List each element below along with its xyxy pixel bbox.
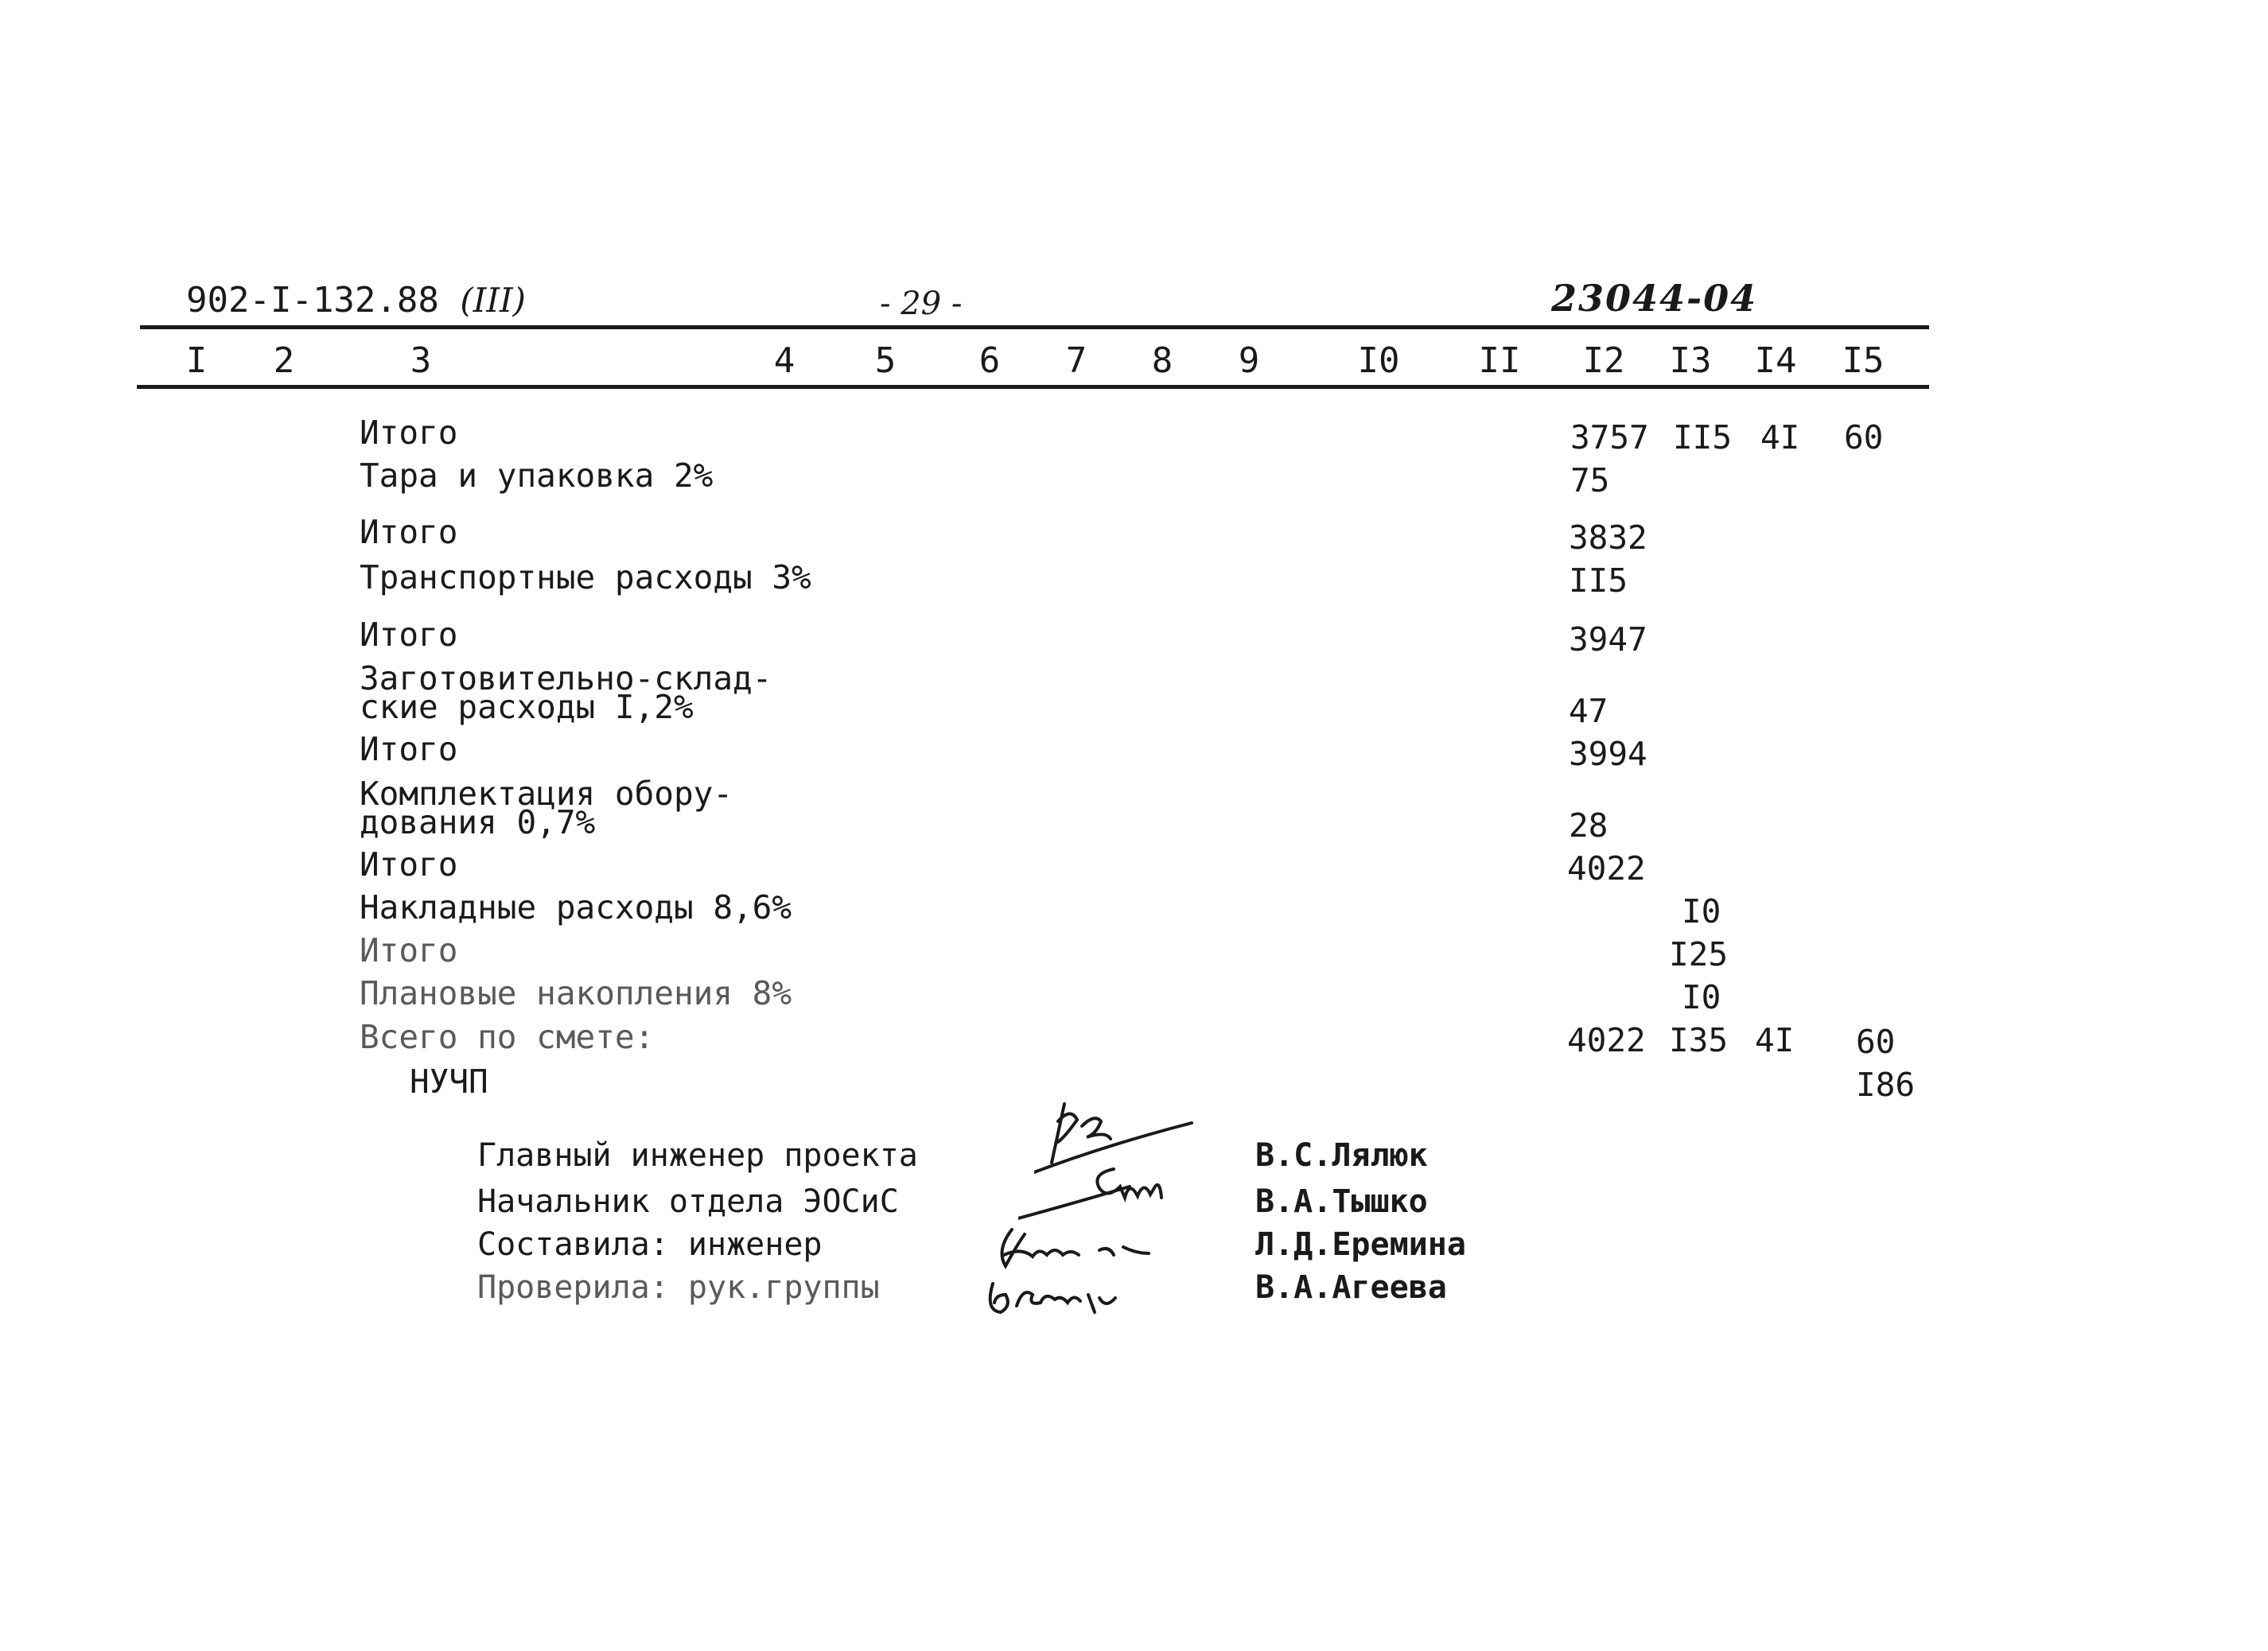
row-label: НУЧП [410,1062,488,1101]
cell-col-12: 47 [1569,692,1609,730]
signatory-title: Начальник отдела ЭОСиС [477,1183,899,1220]
cell-col-12: 4022 [1567,849,1646,888]
column-number: I0 [1357,340,1400,381]
signature-2-icon [1018,1163,1177,1226]
cell-col-13: II5 [1673,418,1733,456]
row-label-continuation: дования 0,7% [360,803,596,841]
row-label: Итого [360,414,458,452]
cell-col-12: 28 [1569,806,1609,845]
document-code [186,280,526,320]
cell-col-13: I25 [1669,935,1729,973]
row-label: Заготовительно-склад- [360,659,772,697]
column-number: I5 [1842,340,1885,381]
column-number: I4 [1754,340,1797,381]
cell-col-15: I86 [1856,1066,1916,1104]
column-number: 9 [1238,340,1260,381]
cell-col-13: I0 [1682,978,1721,1016]
row-label: Итого [360,616,458,654]
row-label: Транспортные расходы 3% [360,558,811,596]
cell-col-12: 4022 [1567,1021,1646,1059]
row-label: Итого [360,730,458,768]
signatory-name: В.А.Агеева [1255,1269,1447,1306]
column-number: 5 [874,340,897,381]
cell-col-14: 4I [1755,1021,1795,1059]
signatory-title: Составила: инженер [477,1226,823,1263]
cell-col-13: I35 [1669,1021,1729,1059]
signatory-title: Проверила: рук.группы [477,1269,880,1306]
column-number: 3 [410,340,432,381]
row-label-continuation: ские расходы I,2% [360,688,694,726]
row-label: Плановые накопления 8% [360,974,792,1012]
cell-col-15: 60 [1844,418,1884,456]
page-number: - 29 - [880,286,963,322]
column-number: I [185,340,208,381]
column-number: II [1478,340,1521,381]
document-code-number: 902-I-132.88 [186,280,439,320]
column-number: I3 [1669,340,1712,381]
cell-col-13: I0 [1682,892,1721,930]
column-number: 8 [1151,340,1173,381]
cell-col-15: 60 [1856,1023,1896,1061]
cell-col-14: 4I [1760,418,1800,456]
cell-col-12: 3757 [1570,418,1649,456]
signature-4-icon [969,1263,1152,1327]
column-number: 7 [1065,340,1087,381]
row-label: Итого [360,845,458,884]
column-number: 4 [773,340,796,381]
column-number: I2 [1582,340,1625,381]
table-top-rule [140,325,1929,329]
row-label: Комплектация обору- [360,775,733,813]
signatory-name: В.С.Лялюк [1255,1137,1428,1174]
cell-col-12: II5 [1569,561,1628,600]
signatory-name: Л.Д.Еремина [1255,1226,1466,1263]
cell-col-12: 75 [1570,461,1610,499]
signatory-name: В.А.Тышко [1255,1183,1428,1220]
column-number: 2 [273,340,295,381]
row-label: Всего по смете: [360,1018,655,1056]
cell-col-12: 3832 [1569,519,1648,557]
row-label: Тара и упаковка 2% [360,456,714,495]
row-label: Накладные расходы 8,6% [360,888,792,927]
row-label: Итого [360,931,458,969]
document-part: (III) [460,281,526,320]
archive-number: 23044-04 [1551,277,1758,320]
column-number: 6 [978,340,1001,381]
row-label: Итого [360,513,458,551]
signatory-title: Главный инженер проекта [477,1137,918,1174]
cell-col-12: 3947 [1569,620,1648,658]
table-header-bottom-rule [137,385,1929,389]
cell-col-12: 3994 [1569,735,1648,773]
